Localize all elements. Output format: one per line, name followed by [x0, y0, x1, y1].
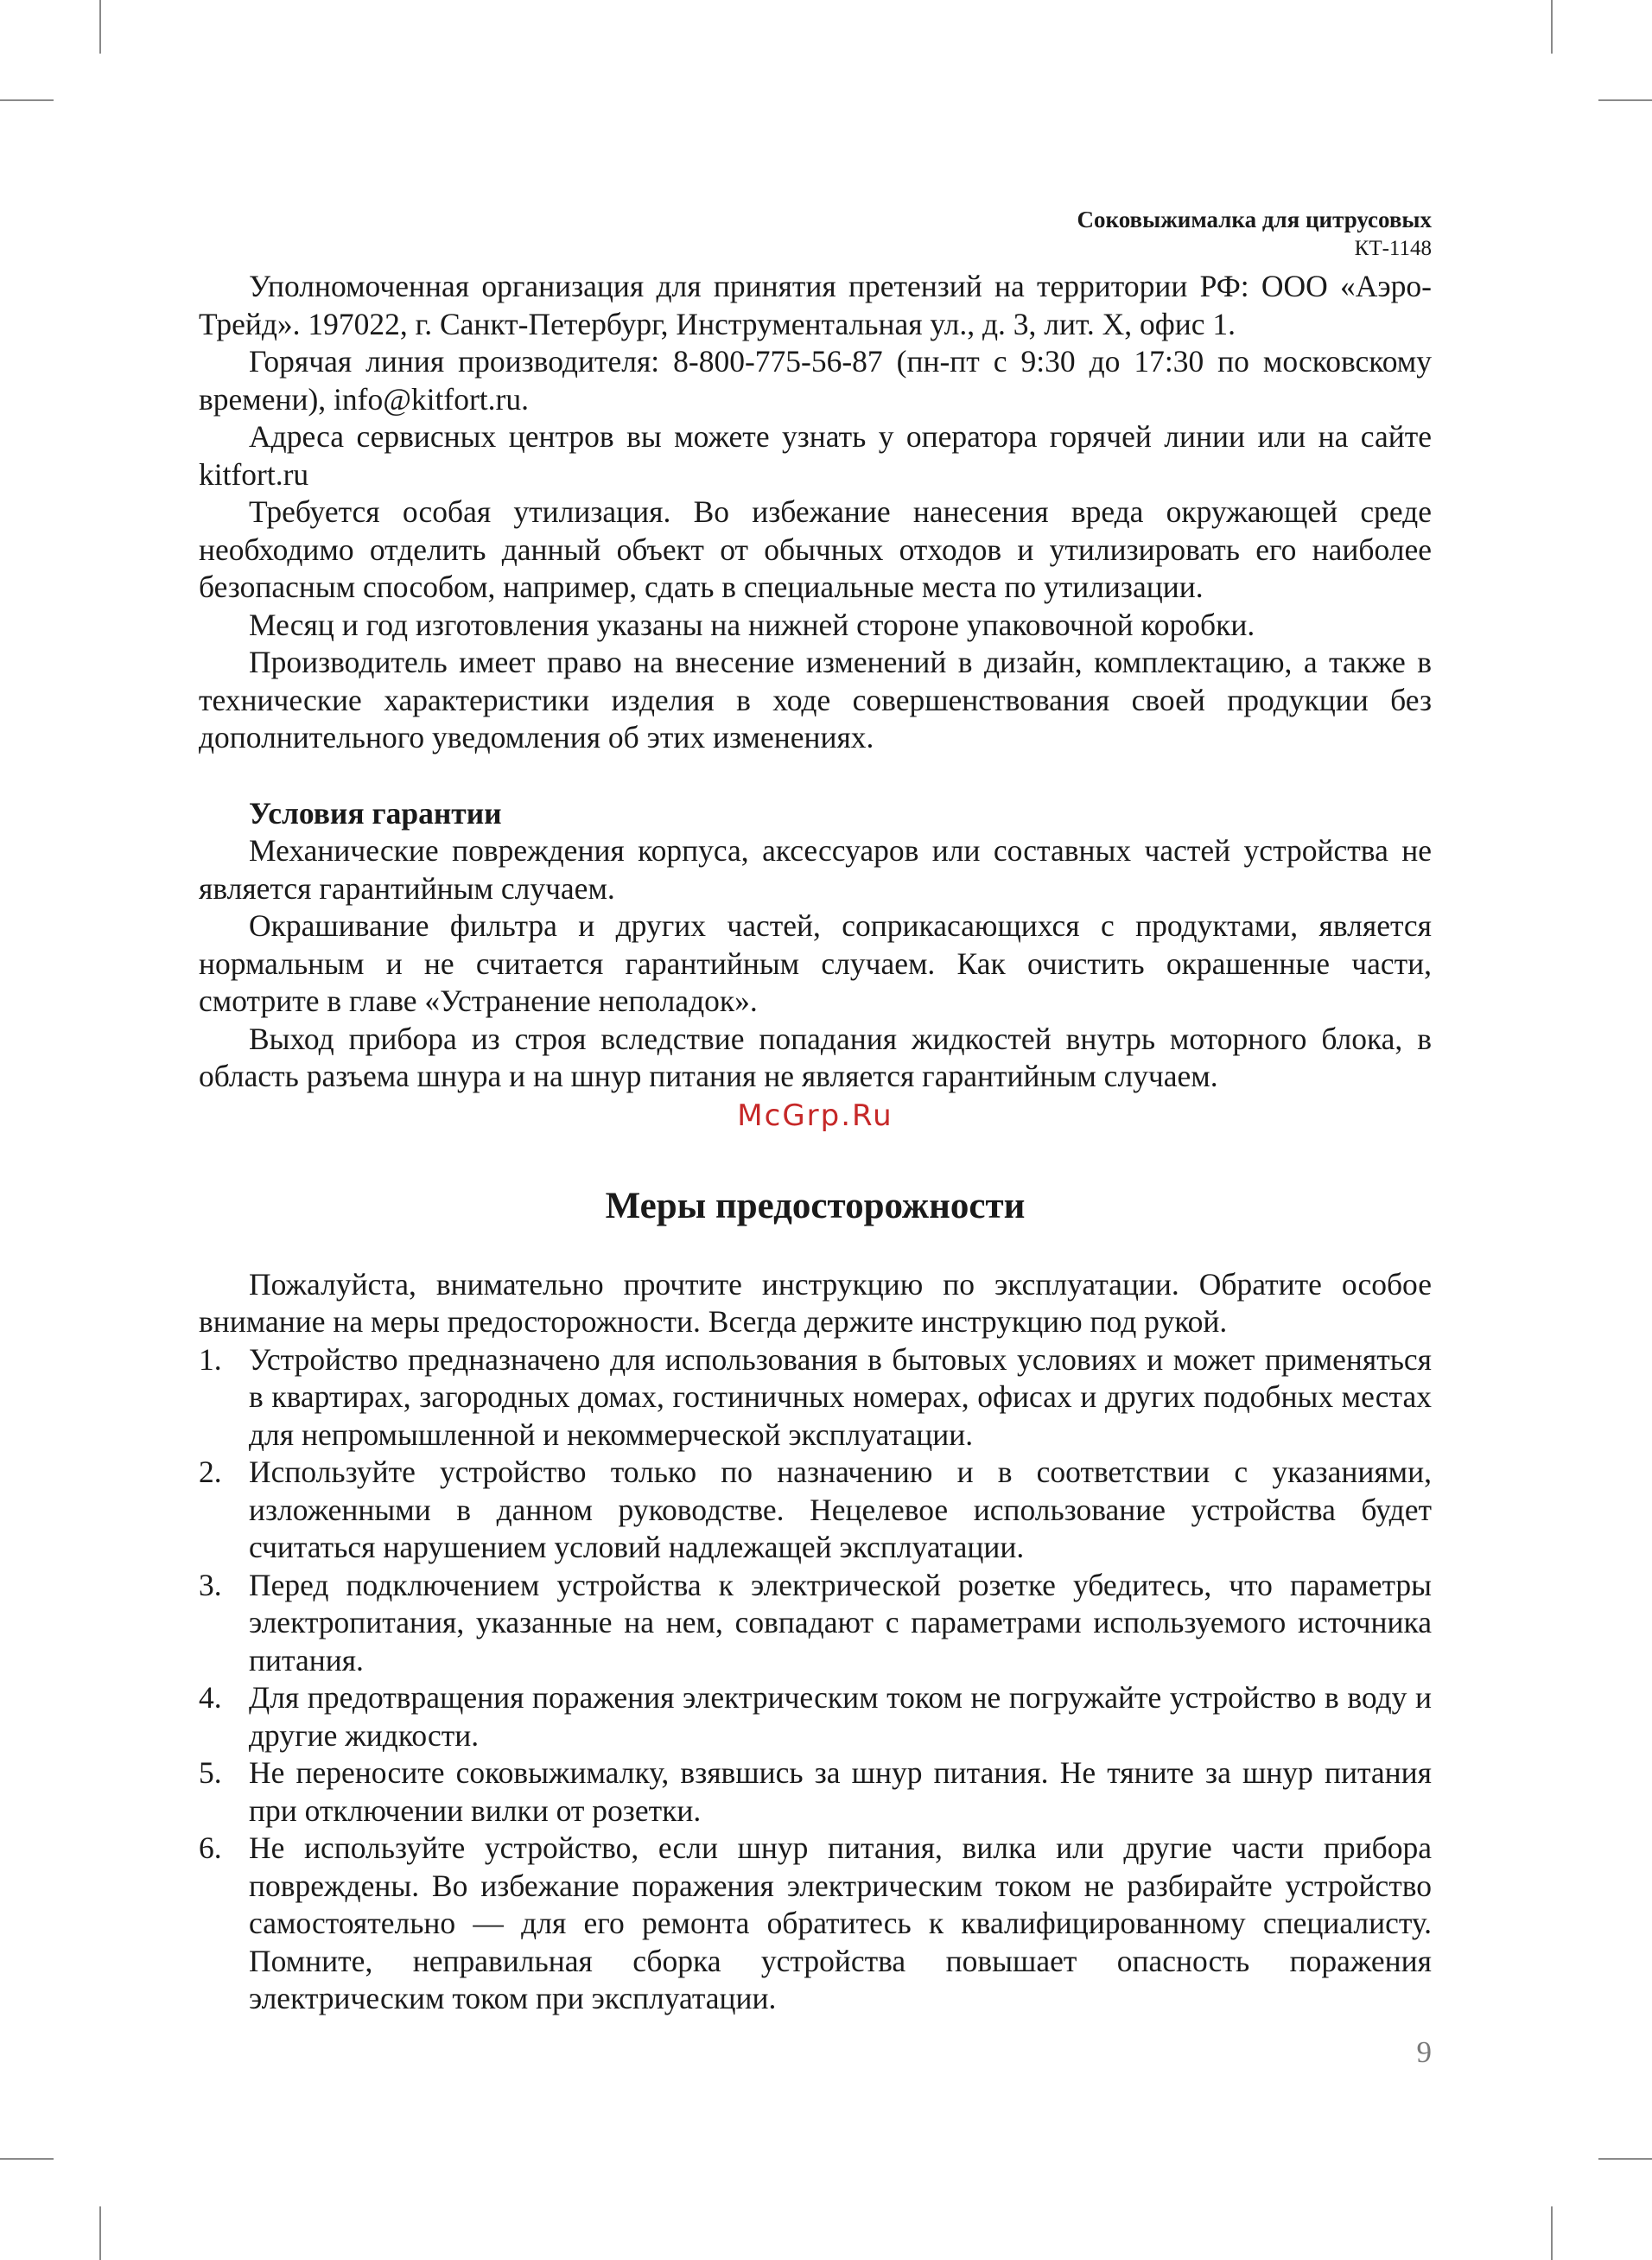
watermark-link[interactable]: McGrp.Ru: [737, 1098, 893, 1133]
safety-heading: Меры предосторожности: [605, 1185, 1026, 1226]
item-number: 5.: [199, 1755, 222, 1790]
header-title: Соковыжималка для цитрусовых: [1077, 207, 1432, 232]
list-item: [199, 1830, 1432, 2018]
list-item: [199, 1754, 1432, 1830]
item-number: 1.: [199, 1341, 222, 1377]
safety-intro: Пожалуйста, внимательно прочтите инструкцию по эксплуатации. Обратите особое внимание на меры предосторожности. Всегда держите инструкцию под рукой.: [199, 1266, 1432, 1339]
header-model: КТ-1148: [1354, 237, 1432, 260]
crop-mark-top-left: [0, 99, 54, 101]
page-number: 9: [1416, 2035, 1432, 2069]
crop-mark-top-right: [1598, 99, 1652, 101]
paragraph: Выход прибора из строя вследствие попадания жидкостей внутрь моторного блока, в область разъема шнура и на шнур питания не является гарантийным случаем.: [199, 1021, 1432, 1093]
crop-mark-bottom-left: [99, 2206, 101, 2260]
item-number: 6.: [199, 1830, 222, 1865]
item-number: 2.: [199, 1455, 222, 1489]
list-item: [199, 1679, 1432, 1754]
item-number: 3.: [199, 1567, 222, 1602]
crop-mark-top-right: [1551, 0, 1553, 54]
list-item: [199, 1341, 1432, 1455]
item-text: Используйте устройство только по назначению и в соответствии с указаниями, изложенными в данном руководстве. Нецелевое использование устройства будет считаться нарушением условий надлежащей эксплуатации.: [249, 1455, 1432, 1564]
running-header: [1077, 206, 1432, 263]
item-text: Не переносите соковыжималку, взявшись за шнур питания. Не тяните за шнур питания при отключении вилки от розетки.: [249, 1755, 1432, 1828]
crop-mark-top-left: [99, 0, 101, 54]
paragraph: Горячая линия производителя: 8-800-775-56-87 (пн-пт с 9:30 до 17:30 по московскому времени), info@kitfort.ru.: [199, 344, 1432, 417]
paragraph: Месяц и год изготовления указаны на нижней стороне упаковочной коробки.: [249, 607, 1255, 642]
crop-mark-bottom-right: [1551, 2206, 1553, 2260]
item-text: Для предотвращения поражения электрическим током не погружайте устройство в воду и другие жидкости.: [249, 1680, 1432, 1753]
paragraph: Адреса сервисных центров вы можете узнать у оператора горячей линии или на сайте kitfort.ru: [199, 419, 1432, 492]
item-number: 4.: [199, 1680, 222, 1715]
item-text: Устройство предназначено для использования в бытовых условиях и может применяться в квартирах, загородных домах, гостиничных номерах, офисах и других подобных местах для непромышленной и некоммерческой эксплуатации.: [249, 1341, 1432, 1452]
crop-mark-bottom-left: [0, 2158, 54, 2160]
paragraph: Уполномоченная организация для принятия претензий на территории РФ: ООО «Аэро-Трейд». 197022, г. Санкт-Петербург, Инструментальная ул., д. 3, лит. Х, офис 1.: [199, 269, 1432, 341]
list-item: [199, 1454, 1432, 1567]
paragraph: Окрашивание фильтра и других частей, соприкасающихся с продуктами, является нормальным и не считается гарантийным случаем. Как очистить окрашенные части, смотрите в главе «Устранение неполадок».: [199, 908, 1432, 1018]
page-body: [199, 268, 1432, 2018]
item-text: Перед подключением устройства к электрической розетке убедитесь, что параметры электропитания, указанные на нем, совпадают с параметрами используемого источника питания.: [249, 1567, 1432, 1677]
paragraph: Производитель имеет право на внесение изменений в дизайн, комплектацию, а также в технические характеристики изделия в ходе совершенствования своей продукции без дополнительного уведомления об этих изменениях.: [199, 645, 1432, 754]
paragraph: Механические повреждения корпуса, аксессуаров или составных частей устройства не является гарантийным случаем.: [199, 833, 1432, 906]
warranty-heading: Условия гарантии: [249, 795, 502, 831]
list-item: [199, 1567, 1432, 1680]
item-text: Не используйте устройство, если шнур питания, вилка или другие части прибора повреждены. Во избежание поражения электрическим током не разбирайте устройство самостоятельно — для его ремонта обратитесь к квалифицированному специалисту. Помните, неправильная сборка устройства повышает опасность поражения электрическим током при эксплуатации.: [249, 1830, 1432, 2015]
paragraph: Требуется особая утилизация. Во избежание нанесения вреда окружающей среде необходимо отделить данный объект от обычных отходов и утилизировать его наиболее безопасным способом, например, сдать в специальные места по утилизации.: [199, 494, 1432, 604]
safety-list: [199, 1341, 1432, 2018]
crop-mark-bottom-right: [1598, 2158, 1652, 2160]
